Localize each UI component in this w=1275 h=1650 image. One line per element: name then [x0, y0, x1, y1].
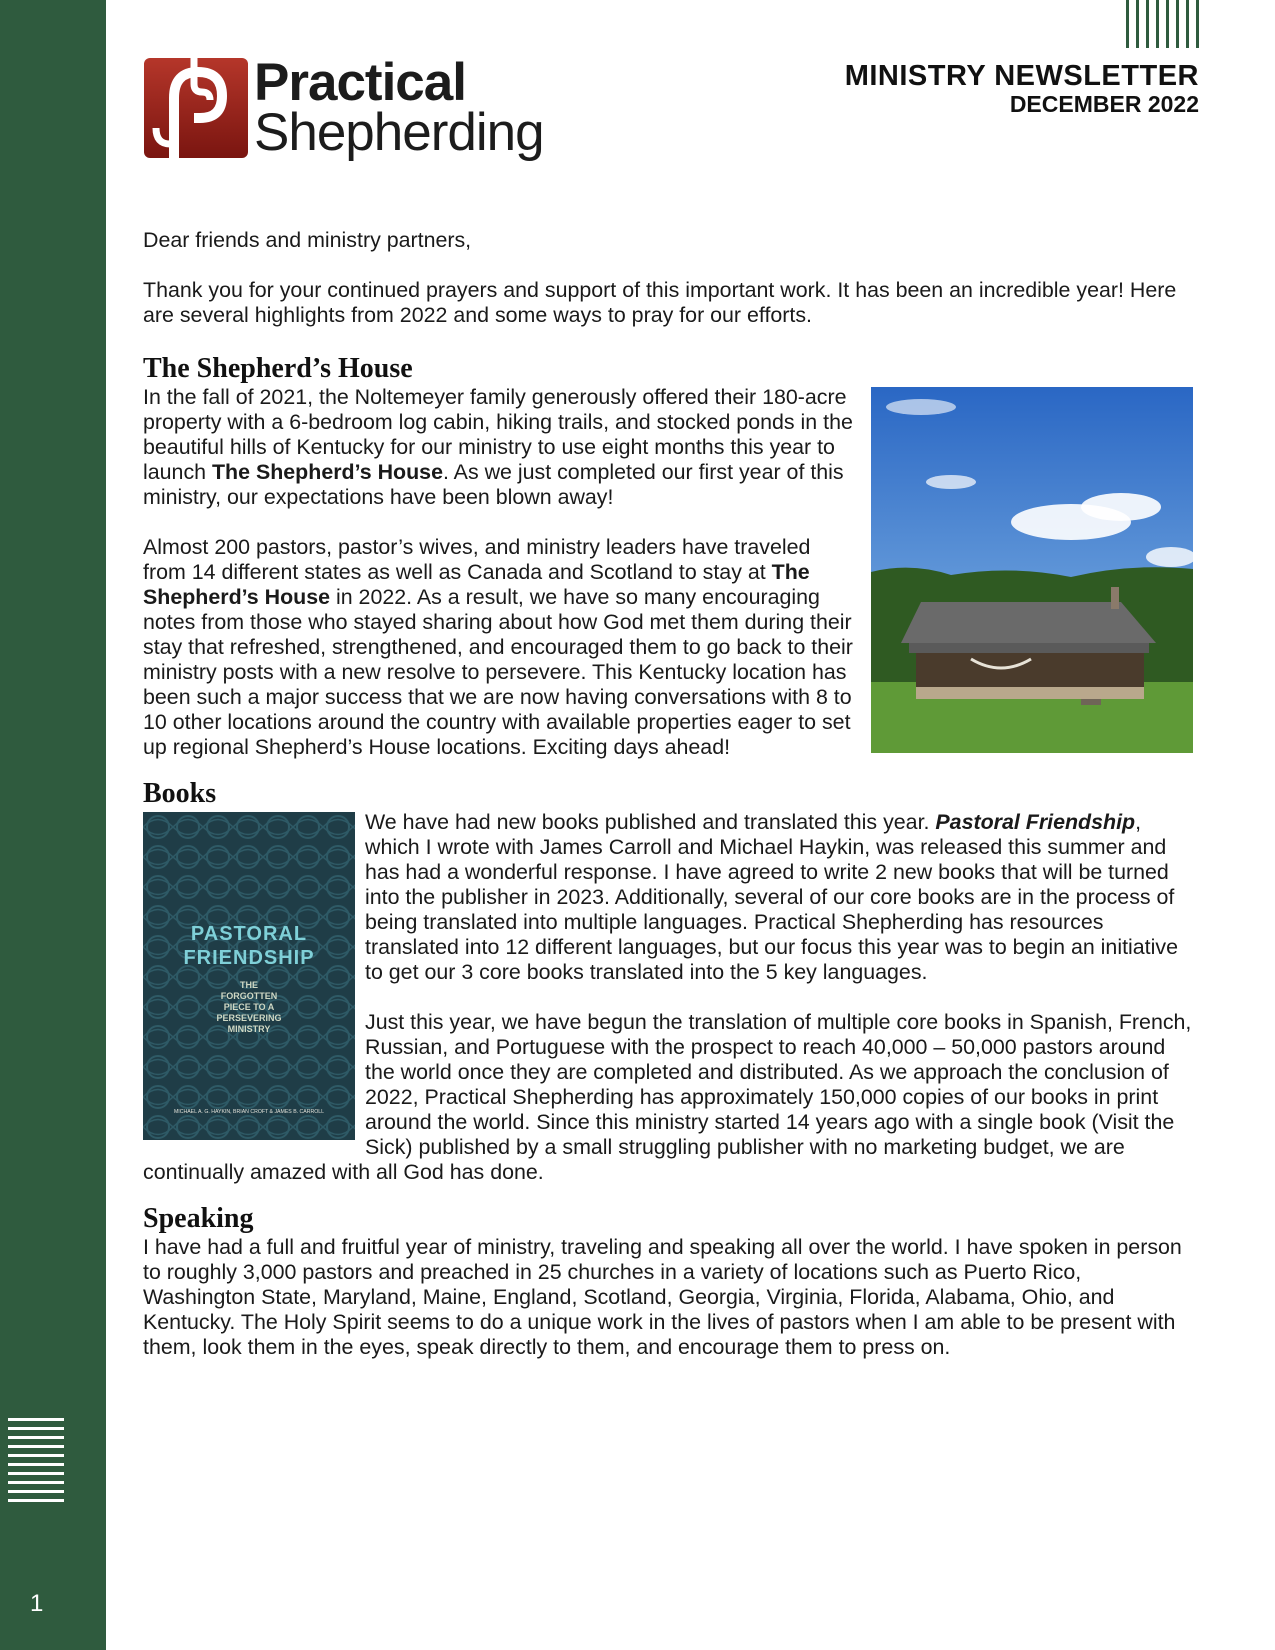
section-heading-books: Books — [143, 778, 217, 809]
shepherds-house-paragraph-1: In the fall of 2021, the Noltemeyer family generously offered their 180-acre property with a 6-bedroom log cabin, hiking trails, and stocked ponds in the beautiful hills of Kentucky for our ministry to use eight months this year to launch The Shepherd’s House. As we just completed our first year of this ministry, our expectations have been blown away! — [143, 385, 853, 509]
letter-body — [143, 228, 1193, 1378]
top-decorative-bars — [1126, 0, 1199, 48]
books-paragraph-1: We have had new books published and translated this year. Pastoral Friendship, which I wrote with James Carroll and Michael Haykin, was released this summer and has had a wonderful response. I have agreed to write 2 new books that will be turned into the publisher in 2023. Additionally, several of our core books are in the process of being translated into multiple languages. Practical Shepherding has resources translated into 12 different languages, but our focus this year was to begin an initiative to get our 3 core books translated into the 5 key languages. — [365, 810, 1178, 984]
pastoral-friendship-book-cover — [143, 812, 355, 1140]
cover-subtitle-line-5: MINISTRY — [227, 1024, 271, 1034]
cover-authors: MICHAEL A. G. HAYKIN, BRIAN CROFT & JAMES B. CARROLL — [173, 1109, 325, 1115]
cover-subtitle-line-4: PERSEVERING — [216, 1013, 282, 1023]
logo — [144, 53, 544, 163]
sidebar-band — [0, 0, 106, 1650]
newsletter-date: DECEMBER 2022 — [1009, 91, 1199, 117]
logo-text-practical: Practical — [254, 53, 466, 112]
logo-text-shepherding: Shepherding — [254, 103, 544, 163]
cover-subtitle-line-3: PIECE TO A — [223, 1002, 275, 1012]
newsletter-title: MINISTRY NEWSLETTER — [844, 60, 1199, 92]
intro-paragraph: Thank you for your continued prayers and support of this important work. It has been an incredible year! Here are several highlights from 2022 and some ways to pray for our efforts. — [143, 278, 1177, 327]
shepherds-house-paragraph-2: Almost 200 pastors, pastor’s wives, and ministry leaders have traveled from 14 different states as well as Canada and Scotland to stay at The Shepherd’s House in 2022. As a result, we have so many encouraging notes from those who stayed sharing about how God met them during their stay that refreshed, strengthened, and encouraged them to go back to their ministry posts with a new resolve to persevere. This Kentucky location has been such a major success that we are now having conversations with 8 to 10 other locations around the country with available properties eager to set up regional Shepherd’s House locations. Exciting days ahead! — [143, 535, 853, 759]
cover-subtitle-line-2: FORGOTTEN — [220, 991, 278, 1001]
speaking-paragraph: I have had a full and fruitful year of ministry, traveling and speaking all over the world. I have spoken in person to roughly 3,000 pastors and preached in 25 churches in a variety of locations such as Puerto Rico, Washington State, Maryland, Maine, England, Scotland, Georgia, Virginia, Florida, Alabama, Ohio, and Kentucky. The Holy Spirit seems to do a unique work in the lives of pastors when I am able to be present with them, look them in the eyes, speak directly to them, and encourage them to press on. — [143, 1235, 1182, 1359]
section-speaking — [143, 1203, 1193, 1360]
newsletter-header — [845, 60, 1199, 118]
section-heading-speaking: Speaking — [143, 1203, 254, 1234]
cover-title-line-1: PASTORAL — [190, 923, 308, 945]
sidebar-stripes — [8, 1418, 64, 1508]
cover-title-line-2: FRIENDSHIP — [183, 947, 315, 969]
cover-subtitle-line-1: THE — [240, 980, 258, 990]
page-number: 1 — [30, 1590, 44, 1617]
books-paragraph-2: Just this year, we have begun the translation of multiple core books in Spanish, French, Russian, and Portuguese with the prospect to reach 40,000 – 50,000 pastors around the world once they are completed and distributed. As we approach the conclusion of 2022, Practical Shepherding has approximately 150,000 copies of our books in print around the world. Since this ministry started 14 years ago with a single book (Visit the Sick) published by a small struggling publisher with no marketing budget, we are continually amazed with all God has done. — [143, 1010, 1192, 1184]
salutation: Dear friends and ministry partners, — [143, 228, 472, 252]
shepherd-crook-logo-icon — [144, 58, 248, 158]
section-books — [143, 778, 1193, 1185]
log-cabin-photo — [871, 387, 1193, 753]
section-shepherds-house — [143, 353, 1193, 760]
section-heading-shepherds-house: The Shepherd’s House — [143, 353, 413, 384]
